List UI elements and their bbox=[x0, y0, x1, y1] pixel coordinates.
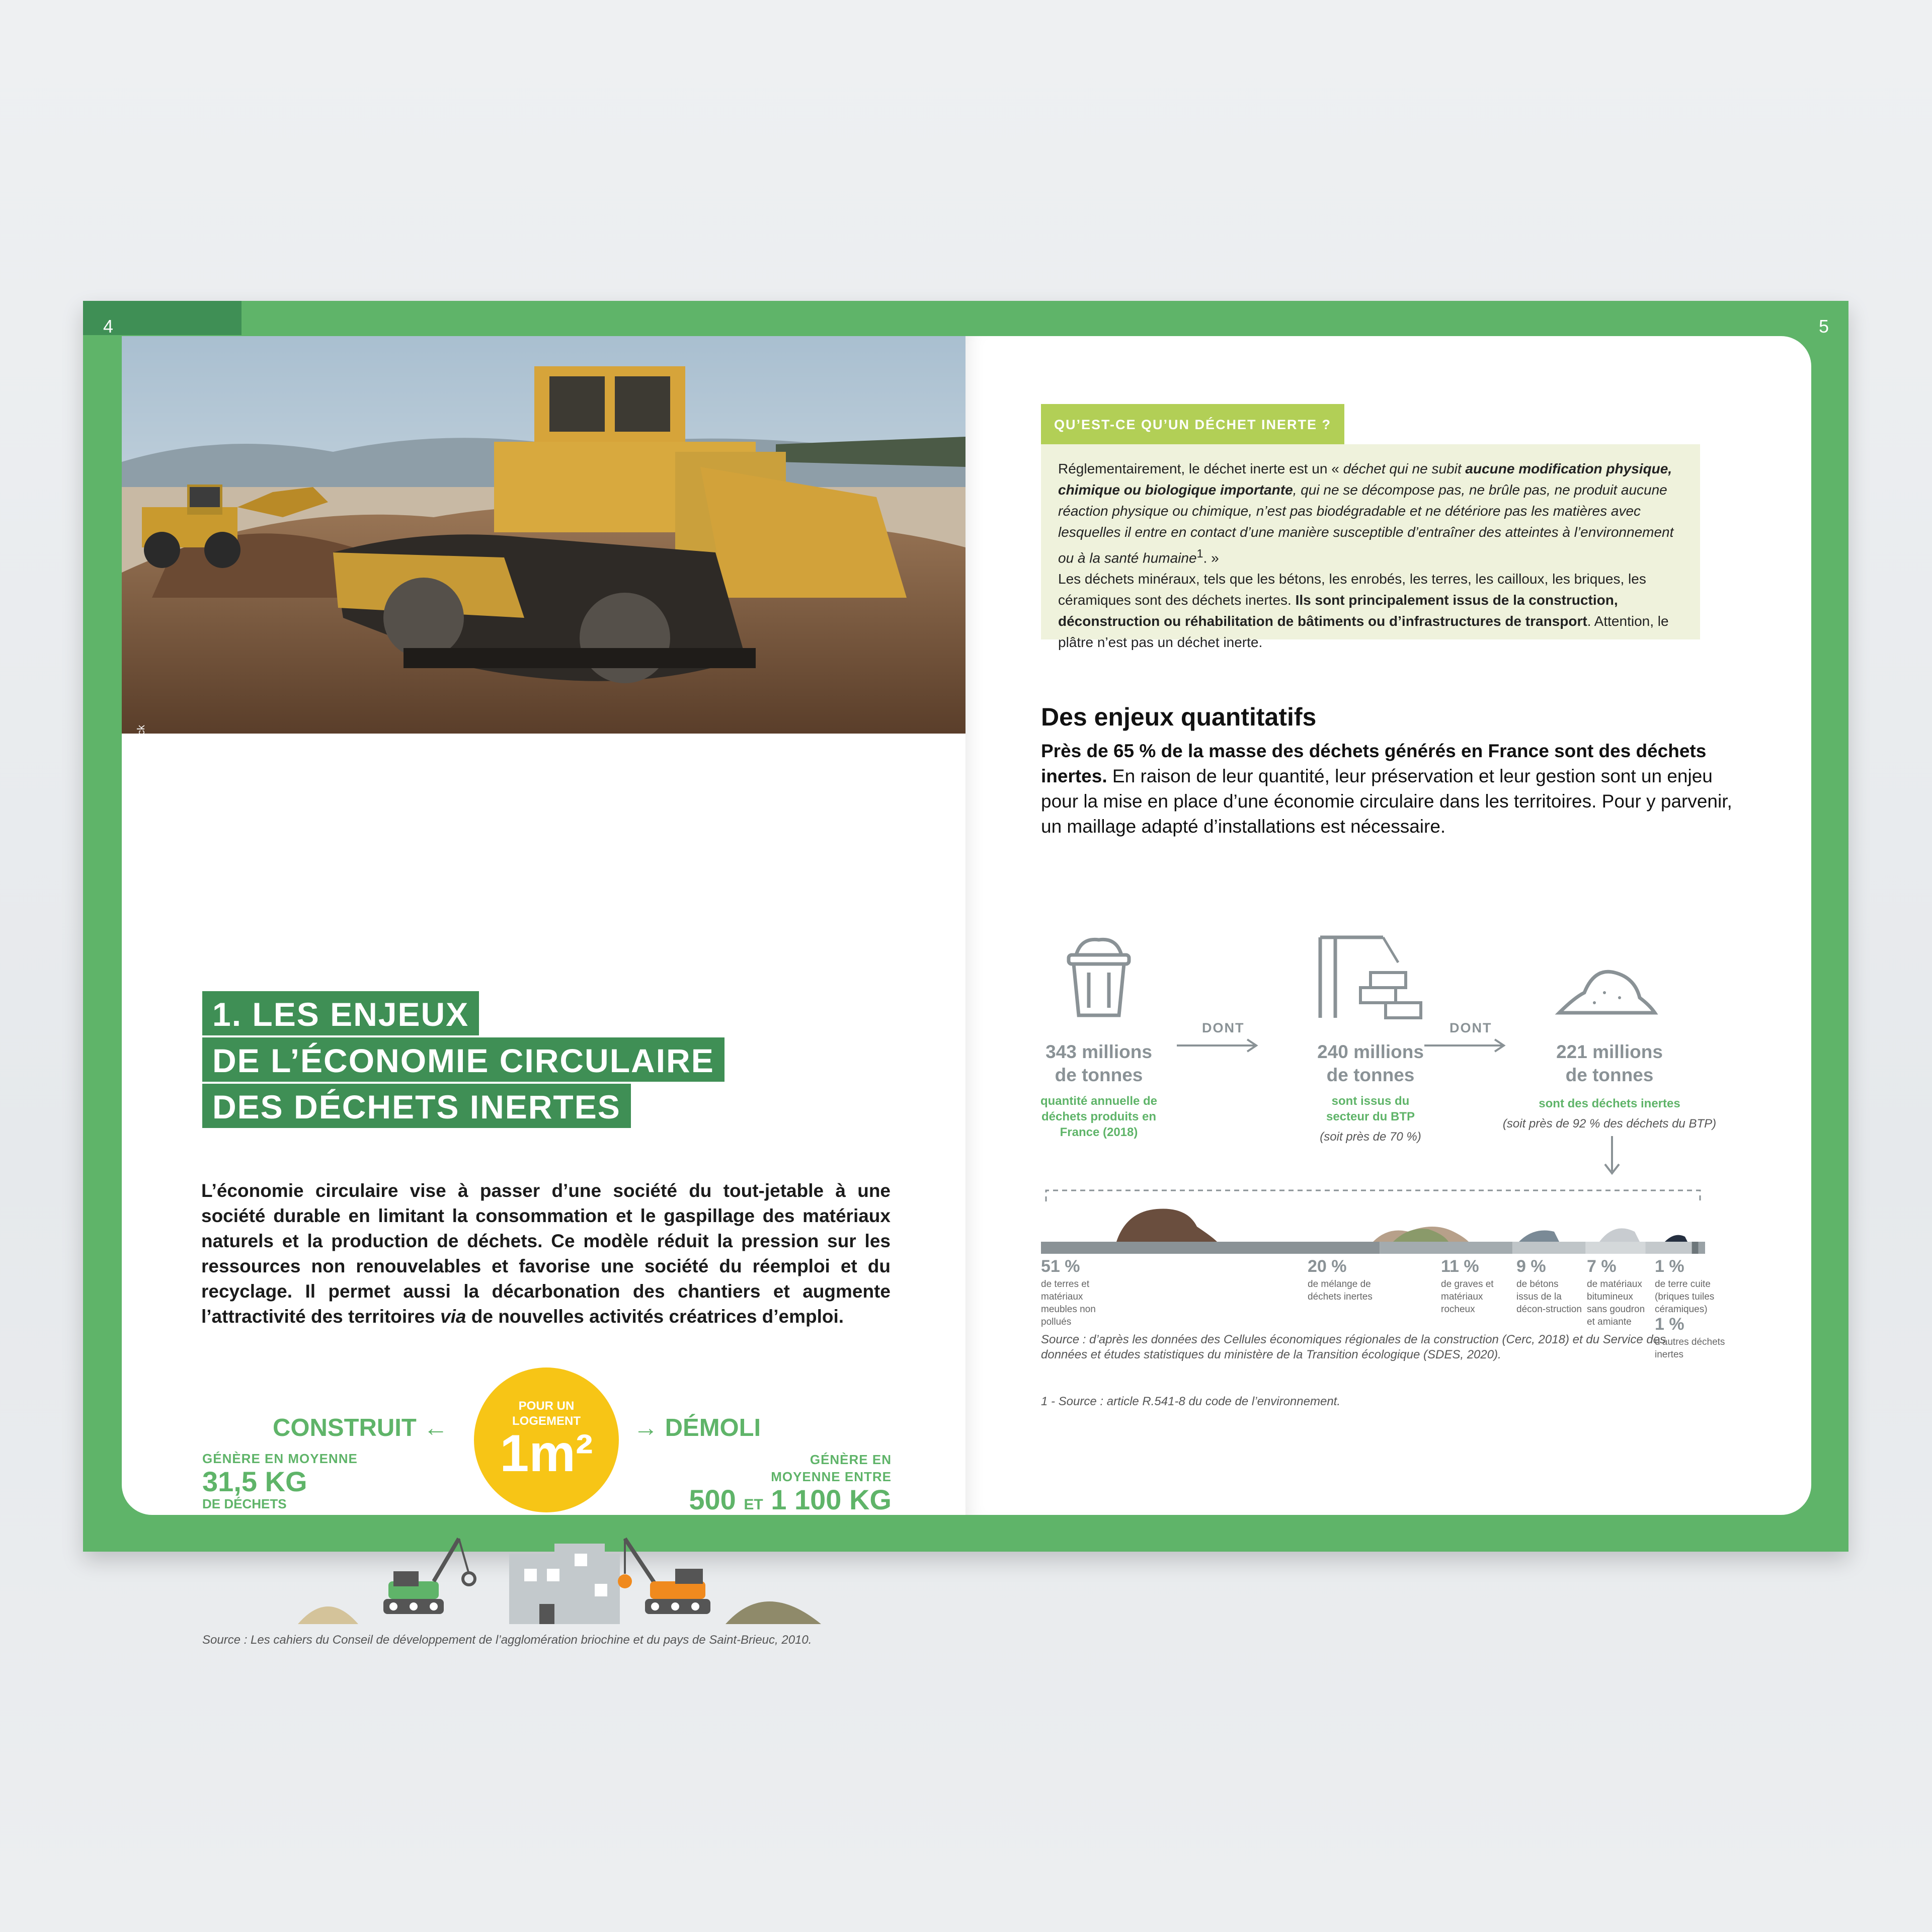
built-value: 31,5 KG bbox=[202, 1466, 307, 1497]
stat-221-note: (soit près de 92 % des déchets du BTP) bbox=[1502, 1117, 1717, 1131]
breakdown-percent: 1 % bbox=[1655, 1257, 1684, 1276]
intro-paragraph: L’économie circulaire vise à passer d’une société du tout-jetable à une société durable en limitant la consommation et le gaspillage des matériaux naturels et la production de déchets. Ce modèle réduit la pression sur les ressources non renouvelables et favorise une société du réemploi et du recyclage. Il permet aussi la décarbonation des chantiers et augmente l’attractivité des territoires via de nouvelles activités créatrices d’emploi. bbox=[201, 1180, 891, 1327]
crane-bricks-icon bbox=[1313, 932, 1428, 1023]
brochure-spread bbox=[83, 301, 1848, 1647]
stat-240-desc: sont issus du secteur du BTP bbox=[1326, 1094, 1415, 1123]
dont-label-1: DONT bbox=[1202, 1020, 1245, 1035]
green-excavator-icon bbox=[383, 1539, 475, 1614]
breakdown-percent: 1 % bbox=[1655, 1315, 1684, 1334]
dont-label-2: DONT bbox=[1450, 1020, 1492, 1035]
debris-pile-icon bbox=[1554, 962, 1660, 1018]
breakdown-label: de terres et matériaux meubles non pollués bbox=[1041, 1279, 1096, 1327]
bar-segment bbox=[1041, 1242, 1380, 1254]
bar-segment bbox=[1699, 1242, 1705, 1254]
breakdown-label: d’autres déchets inertes bbox=[1655, 1337, 1725, 1360]
arrow-right-icon bbox=[1177, 1038, 1262, 1053]
page-number-left: 4 bbox=[103, 316, 114, 337]
trash-bin-icon bbox=[1061, 935, 1137, 1020]
left-source: Source : Les cahiers du Conseil de développement de l’agglomération briochine et du pays de Saint-Brieuc, 2010. bbox=[202, 1633, 812, 1647]
breakdown-percent: 11 % bbox=[1441, 1257, 1479, 1276]
breakdown-percent: 20 % bbox=[1308, 1257, 1347, 1276]
breakdown-label: de matériaux bitumineux sans goudron et amiante bbox=[1587, 1279, 1645, 1327]
section-title-line-1: 1. LES ENJEUX bbox=[202, 991, 479, 1035]
one-m2-circle bbox=[474, 1367, 619, 1512]
section-title-line-3: DES DÉCHETS INERTES bbox=[202, 1084, 631, 1128]
definition-box-title: QU’EST-CE QU’UN DÉCHET INERTE ? bbox=[1041, 404, 1344, 444]
circle-caption-1: POUR UN bbox=[518, 1399, 575, 1413]
stat-240-note: (soit près de 70 %) bbox=[1320, 1130, 1421, 1144]
section-title-line-2: DE L’ÉCONOMIE CIRCULAIRE bbox=[202, 1037, 725, 1082]
section-heading: Des enjeux quantitatifs bbox=[1041, 703, 1317, 731]
photo-credit: © AdobeStock bbox=[136, 725, 147, 789]
bar-segment bbox=[1512, 1242, 1585, 1254]
right-page bbox=[965, 336, 1811, 1515]
construction-illustration bbox=[273, 1534, 927, 1634]
circle-value: 1m² bbox=[500, 1424, 593, 1483]
breakdown-percent: 51 % bbox=[1041, 1257, 1080, 1276]
demolished-generates: GÉNÈRE EN MOYENNE ENTRE bbox=[771, 1452, 892, 1484]
bar-segment bbox=[1692, 1242, 1699, 1254]
circle-caption-2: LOGEMENT bbox=[512, 1414, 581, 1428]
demolished-value: 500 ET 1 100 KG bbox=[689, 1484, 892, 1515]
breakdown-label: de bétons issus de la décon-struction bbox=[1516, 1279, 1582, 1315]
bar-segment bbox=[1380, 1242, 1512, 1254]
footnote: 1 - Source : article R.541-8 du code de l’environnement. bbox=[1041, 1395, 1340, 1408]
stat-343-desc: quantité annuelle de déchets produits en France (2018) bbox=[1040, 1094, 1158, 1139]
page-number-right: 5 bbox=[1819, 316, 1829, 337]
breakdown-percent: 7 % bbox=[1587, 1257, 1617, 1276]
right-source: Source : d’après les données des Cellules économiques régionales de la construction (Cerc, 2018) et du Service des données et études statistiques du ministère de la Transition écologique (SDES, 2020). bbox=[1041, 1333, 1666, 1361]
left-page bbox=[122, 336, 965, 1647]
stat-343-value: 343 millions de tonnes bbox=[1045, 1041, 1152, 1085]
built-generates: GÉNÈRE EN MOYENNE bbox=[202, 1451, 358, 1466]
building-icon bbox=[509, 1544, 620, 1624]
stat-221-value: 221 millions de tonnes bbox=[1556, 1041, 1663, 1085]
breakdown-bar-chart bbox=[1041, 1191, 1705, 1267]
arrow-down-icon bbox=[1602, 1136, 1622, 1176]
built-label: CONSTRUIT ← bbox=[273, 1414, 448, 1441]
breakdown-percent: 9 % bbox=[1516, 1257, 1546, 1276]
demolished-label: → DÉMOLI bbox=[633, 1414, 761, 1441]
bar-segment bbox=[1645, 1242, 1692, 1254]
definition-box: Réglementairement, le déchet inerte est un « déchet qui ne subit aucune modification physique, chimique ou biologique importante, qui ne se décompose pas, ne brûle pas, ne produit aucune réaction physique ou chimique, n’est pas biodégradable et ne détériore pas les matières avec lesquelles il entre en contact d’une manière susceptible d’entraîner des atteintes à l’environnement ou à la santé humaine$^1$. » Les déchets minéraux, tels que les bétons, les enrobés, les terres, les cailloux, les briques, les céramiques sont des déchets inertes. Ils sont principalement issus de la construction, déconstruction ou réhabilitation de bâtiments ou d’infrastructures de transport. Attention, le plâtre n’est pas un déchet inerte. bbox=[1041, 444, 1700, 639]
orange-demolition-excavator-icon bbox=[618, 1539, 710, 1614]
built-unit: DE DÉCHETS bbox=[202, 1496, 287, 1511]
breakdown-label: de terre cuite (briques tuiles céramiques) bbox=[1655, 1279, 1715, 1315]
bulldozer-photo bbox=[122, 336, 965, 734]
demolished-unit: DE DÉCHETS bbox=[807, 1515, 892, 1531]
stat-240-value: 240 millions de tonnes bbox=[1317, 1041, 1424, 1085]
stat-221-desc: sont des déchets inertes bbox=[1539, 1097, 1680, 1110]
breakdown-label: de graves et matériaux rocheux bbox=[1441, 1279, 1494, 1315]
breakdown-label: de mélange de déchets inertes bbox=[1308, 1279, 1373, 1302]
quantitative-paragraph: Près de 65 % de la masse des déchets générés en France sont des déchets inertes. En raison de leur quantité, leur préservation et leur gestion sont un enjeu pour la mise en place d’une économie circulaire dans les territoires. Pour y parvenir, un maillage adapté d’installations est nécessaire. bbox=[1041, 741, 1732, 837]
bar-segment bbox=[1585, 1242, 1645, 1254]
